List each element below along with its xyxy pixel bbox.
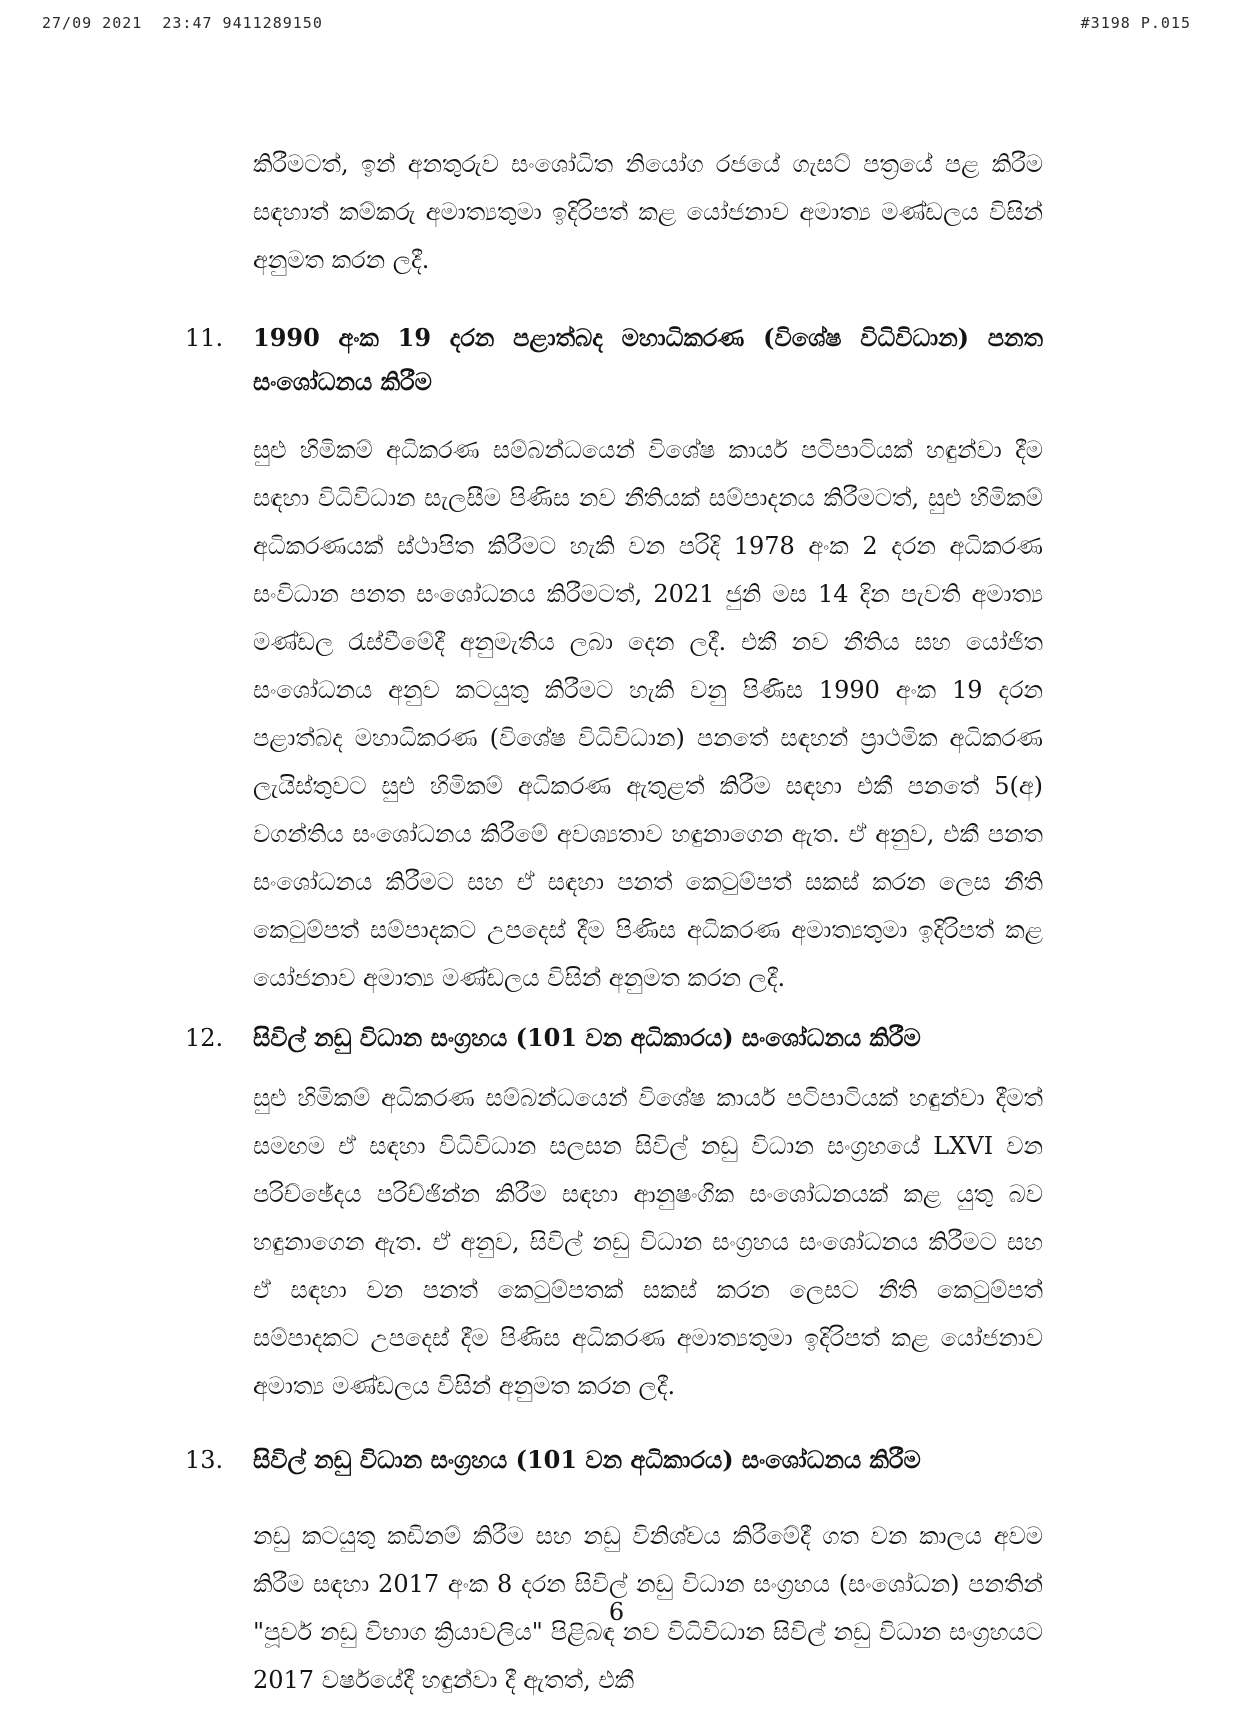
section-paragraph: සුළු හිමිකම් අධිකරණ සම්බන්ධයෙන් විශේෂ කාර්ය පටිපාටියක් හඳුන්වා දීම සඳහා විධිවිධාන සැලසීම පිණිස නව නීතියක් සම්පාදනය කිරීමටත්, සුළු හිමිකම් අධිකරණයක් ස්ථාපිත කිරීමට හැකි වන පරිදි 1978 අංක 2 දරන අධිකරණ සංවිධාන පනත සංශෝධනය කිරීමටත්, 2021 ජුනි මස 14 දින පැවති අමාත්‍ය මණ්ඩල රැස්වීමේදී අනුමැතිය ලබා දෙන ලදී. එකී නව නීතිය සහ යෝජිත සංශෝධනය අනුව කටයුතු කිරීමට හැකි වනු පිණිස 1990 අංක 19 දරන පළාත්බද මහාධිකරණ (විශේෂ විධිවිධාන) පනතේ සඳහන් ප්‍රාථමික අධිකරණ ලැයිස්තුවට සුළු හිමිකම් අධිකරණ ඇතුළත් කිරීම සඳහා එකී පනතේ 5(අ) වගන්තිය සංශෝධනය කිරීමේ අවශ්‍යතාව හඳුනාගෙන ඇත. ඒ අනුව, එකී පනත සංශෝධනය කිරීමට සහ ඒ සඳහා පනත් කෙටුම්පත් සකස් කරන ලෙස නීති කෙටුම්පත් සම්පාදකට උපදෙස් දීම පිණිස අධිකරණ අමාත්‍යතුමා ඉදිරිපත් කළ යෝජනාව අමාත්‍ය මණ්ඩලය විසින් අනුමත කරන ලදී. (253, 436, 1043, 992)
section-number: 13. (185, 1446, 224, 1474)
section-title: සිවිල් නඩු විධාන සංග්‍රහය (101 වන අධිකාරය) සංශෝධනය කිරීම (253, 1445, 921, 1474)
section-13 (185, 1438, 1043, 1704)
section-paragraph: නඩු කටයුතු කඩිනම් කිරීම සහ නඩු විනිශ්චය කිරීමේදී ගත වන කාලය අවම කිරීම සඳහා 2017 අංක 8 දරන සිවිල් නඩු විධාන සංග්‍රහය (සංශෝධන) පනතින් "පූර්ව නඩු විභාග ක්‍රියාවලිය" පිළිබඳ නව විධිවිධාන සිවිල් නඩු විධාන සංග්‍රහයට 2017 වර්ෂයේදී හඳුන්වා දී ඇතත්, එකී (253, 1522, 1043, 1694)
section-title: සිවිල් නඩු විධාන සංග්‍රහය (101 වන අධිකාරය) සංශෝධනය කිරීම (253, 1023, 921, 1052)
section-title: 1990 අංක 19 දරන පළාත්බද මහාධිකරණ (විශේෂ විධිවිධාන) පනත සංශෝධනය කිරීම (253, 323, 1043, 396)
fax-header (42, 14, 1191, 36)
section-number: 12. (185, 1024, 224, 1052)
section-12 (185, 1016, 1043, 1410)
fax-timestamp-line: 27/09 2021 23:47 9411289150 (42, 14, 323, 32)
fax-page-reference: #3198 P.015 (1080, 14, 1191, 32)
section-number: 11. (185, 324, 224, 352)
page-number: 6 (608, 1598, 625, 1626)
document-body (185, 140, 1043, 1704)
continuation-paragraph: කිරීමටත්, ඉන් අනතුරුව සංශෝධිත නියෝග රජයේ ගැසට් පත්‍රයේ පළ කිරීම සඳහාත් කම්කරු අමාත්‍යතුමා ඉදිරිපත් කළ යෝජනාව අමාත්‍ය මණ්ඩලය විසින් අනුමත කරන ලදී. (253, 150, 1043, 274)
section-paragraph: සුළු හිමිකම් අධිකරණ සම්බන්ධයෙන් විශේෂ කාර්ය පටිපාටියක් හඳුන්වා දීමත් සමඟම ඒ සඳහා විධිවිධාන සලසන සිවිල් නඩු විධාන සංග්‍රහයේ LXVI වන පරිච්ඡේදය පරිච්ඡින්න කිරීම සඳහා ආනුෂංගික සංශෝධනයක් කළ යුතු බව හඳුනාගෙන ඇත. ඒ අනුව, සිවිල් නඩු විධාන සංග්‍රහය සංශෝධනය කිරීමට සහ ඒ සඳහා වන පනත් කෙටුම්පතක් සකස් කරන ලෙසට නීති කෙටුම්පත් සම්පාදකට උපදෙස් දීම පිණිස අධිකරණ අමාත්‍යතුමා ඉදිරිපත් කළ යෝජනාව අමාත්‍ය මණ්ඩලය විසින් අනුමත කරන ලදී. (253, 1084, 1043, 1400)
section-11 (185, 316, 1043, 1002)
